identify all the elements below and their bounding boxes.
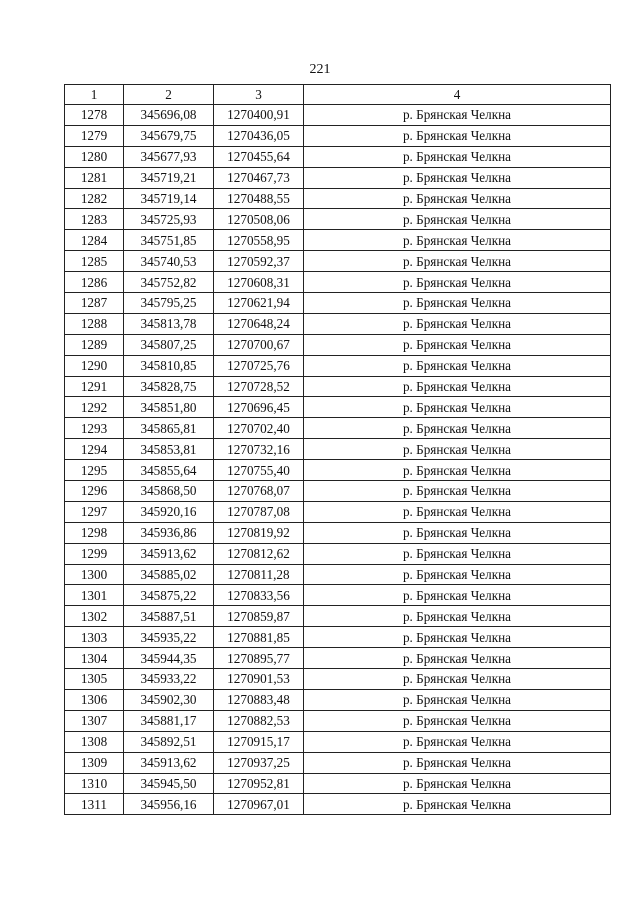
x-coordinate-cell: 345913,62 — [124, 543, 214, 564]
table-row — [65, 376, 611, 397]
description-cell: р. Брянская Челкна — [304, 564, 611, 585]
point-number-cell: 1288 — [65, 313, 124, 334]
y-coordinate-cell: 1270621,94 — [214, 293, 304, 314]
table-row — [65, 689, 611, 710]
table-row — [65, 460, 611, 481]
x-coordinate-cell: 345913,62 — [124, 752, 214, 773]
table-row — [65, 313, 611, 334]
x-coordinate-cell: 345936,86 — [124, 522, 214, 543]
description-cell: р. Брянская Челкна — [304, 230, 611, 251]
description-cell: р. Брянская Челкна — [304, 146, 611, 167]
y-coordinate-cell: 1270455,64 — [214, 146, 304, 167]
description-cell: р. Брянская Челкна — [304, 125, 611, 146]
description-cell: р. Брянская Челкна — [304, 689, 611, 710]
table-row — [65, 439, 611, 460]
table-body — [65, 105, 611, 815]
x-coordinate-cell: 345945,50 — [124, 773, 214, 794]
description-cell: р. Брянская Челкна — [304, 251, 611, 272]
y-coordinate-cell: 1270937,25 — [214, 752, 304, 773]
y-coordinate-cell: 1270400,91 — [214, 105, 304, 126]
x-coordinate-cell: 345740,53 — [124, 251, 214, 272]
table-row — [65, 167, 611, 188]
table-row — [65, 272, 611, 293]
table-row — [65, 543, 611, 564]
point-number-cell: 1285 — [65, 251, 124, 272]
table-row — [65, 251, 611, 272]
point-number-cell: 1298 — [65, 522, 124, 543]
page-number: 221 — [309, 62, 331, 77]
x-coordinate-cell: 345677,93 — [124, 146, 214, 167]
point-number-cell: 1293 — [65, 418, 124, 439]
y-coordinate-cell: 1270882,53 — [214, 710, 304, 731]
description-cell: р. Брянская Челкна — [304, 272, 611, 293]
table-row — [65, 397, 611, 418]
point-number-cell: 1296 — [65, 481, 124, 502]
point-number-cell: 1287 — [65, 293, 124, 314]
point-number-cell: 1302 — [65, 606, 124, 627]
x-coordinate-cell: 345875,22 — [124, 585, 214, 606]
x-coordinate-cell: 345719,14 — [124, 188, 214, 209]
y-coordinate-cell: 1270488,55 — [214, 188, 304, 209]
description-cell: р. Брянская Челкна — [304, 481, 611, 502]
point-number-cell: 1294 — [65, 439, 124, 460]
table-row — [65, 627, 611, 648]
y-coordinate-cell: 1270768,07 — [214, 481, 304, 502]
y-coordinate-cell: 1270700,67 — [214, 334, 304, 355]
table-row — [65, 606, 611, 627]
point-number-cell: 1300 — [65, 564, 124, 585]
description-cell: р. Брянская Челкна — [304, 439, 611, 460]
description-cell: р. Брянская Челкна — [304, 773, 611, 794]
column-header-2: 2 — [124, 85, 214, 105]
table-row — [65, 773, 611, 794]
y-coordinate-cell: 1270725,76 — [214, 355, 304, 376]
point-number-cell: 1308 — [65, 731, 124, 752]
y-coordinate-cell: 1270859,87 — [214, 606, 304, 627]
x-coordinate-cell: 345892,51 — [124, 731, 214, 752]
description-cell: р. Брянская Челкна — [304, 606, 611, 627]
description-cell: р. Брянская Челкна — [304, 648, 611, 669]
table-row — [65, 585, 611, 606]
point-number-cell: 1309 — [65, 752, 124, 773]
point-number-cell: 1283 — [65, 209, 124, 230]
x-coordinate-cell: 345807,25 — [124, 334, 214, 355]
x-coordinate-cell: 345855,64 — [124, 460, 214, 481]
table-row — [65, 710, 611, 731]
table-header-row — [65, 85, 611, 105]
x-coordinate-cell: 345881,17 — [124, 710, 214, 731]
point-number-cell: 1303 — [65, 627, 124, 648]
x-coordinate-cell: 345865,81 — [124, 418, 214, 439]
point-number-cell: 1281 — [65, 167, 124, 188]
y-coordinate-cell: 1270833,56 — [214, 585, 304, 606]
description-cell: р. Брянская Челкна — [304, 669, 611, 690]
y-coordinate-cell: 1270702,40 — [214, 418, 304, 439]
table-row — [65, 794, 611, 815]
table-row — [65, 105, 611, 126]
description-cell: р. Брянская Челкна — [304, 627, 611, 648]
x-coordinate-cell: 345813,78 — [124, 313, 214, 334]
description-cell: р. Брянская Челкна — [304, 397, 611, 418]
description-cell: р. Брянская Челкна — [304, 710, 611, 731]
table-row — [65, 293, 611, 314]
y-coordinate-cell: 1270819,92 — [214, 522, 304, 543]
y-coordinate-cell: 1270732,16 — [214, 439, 304, 460]
y-coordinate-cell: 1270728,52 — [214, 376, 304, 397]
x-coordinate-cell: 345751,85 — [124, 230, 214, 251]
description-cell: р. Брянская Челкна — [304, 355, 611, 376]
description-cell: р. Брянская Челкна — [304, 167, 611, 188]
table-row — [65, 564, 611, 585]
x-coordinate-cell: 345935,22 — [124, 627, 214, 648]
point-number-cell: 1286 — [65, 272, 124, 293]
x-coordinate-cell: 345828,75 — [124, 376, 214, 397]
description-cell: р. Брянская Челкна — [304, 501, 611, 522]
point-number-cell: 1280 — [65, 146, 124, 167]
point-number-cell: 1299 — [65, 543, 124, 564]
table-row — [65, 501, 611, 522]
x-coordinate-cell: 345956,16 — [124, 794, 214, 815]
table-row — [65, 669, 611, 690]
table-row — [65, 209, 611, 230]
description-cell: р. Брянская Челкна — [304, 105, 611, 126]
y-coordinate-cell: 1270915,17 — [214, 731, 304, 752]
x-coordinate-cell: 345887,51 — [124, 606, 214, 627]
point-number-cell: 1291 — [65, 376, 124, 397]
x-coordinate-cell: 345902,30 — [124, 689, 214, 710]
description-cell: р. Брянская Челкна — [304, 794, 611, 815]
description-cell: р. Брянская Челкна — [304, 313, 611, 334]
description-cell: р. Брянская Челкна — [304, 460, 611, 481]
column-header-4: 4 — [304, 85, 611, 105]
table-row — [65, 146, 611, 167]
table-row — [65, 752, 611, 773]
point-number-cell: 1284 — [65, 230, 124, 251]
table-row — [65, 188, 611, 209]
x-coordinate-cell: 345719,21 — [124, 167, 214, 188]
description-cell: р. Брянская Челкна — [304, 209, 611, 230]
description-cell: р. Брянская Челкна — [304, 334, 611, 355]
y-coordinate-cell: 1270648,24 — [214, 313, 304, 334]
point-number-cell: 1279 — [65, 125, 124, 146]
table-row — [65, 522, 611, 543]
y-coordinate-cell: 1270608,31 — [214, 272, 304, 293]
description-cell: р. Брянская Челкна — [304, 188, 611, 209]
table-row — [65, 481, 611, 502]
point-number-cell: 1305 — [65, 669, 124, 690]
point-number-cell: 1278 — [65, 105, 124, 126]
table-row — [65, 648, 611, 669]
description-cell: р. Брянская Челкна — [304, 293, 611, 314]
x-coordinate-cell: 345752,82 — [124, 272, 214, 293]
y-coordinate-cell: 1270467,73 — [214, 167, 304, 188]
point-number-cell: 1292 — [65, 397, 124, 418]
table-row — [65, 334, 611, 355]
column-header-3: 3 — [214, 85, 304, 105]
y-coordinate-cell: 1270811,28 — [214, 564, 304, 585]
point-number-cell: 1295 — [65, 460, 124, 481]
y-coordinate-cell: 1270952,81 — [214, 773, 304, 794]
point-number-cell: 1310 — [65, 773, 124, 794]
y-coordinate-cell: 1270895,77 — [214, 648, 304, 669]
table-row — [65, 731, 611, 752]
y-coordinate-cell: 1270558,95 — [214, 230, 304, 251]
y-coordinate-cell: 1270901,53 — [214, 669, 304, 690]
x-coordinate-cell: 345696,08 — [124, 105, 214, 126]
point-number-cell: 1304 — [65, 648, 124, 669]
y-coordinate-cell: 1270508,06 — [214, 209, 304, 230]
table-row — [65, 418, 611, 439]
point-number-cell: 1307 — [65, 710, 124, 731]
x-coordinate-cell: 345810,85 — [124, 355, 214, 376]
x-coordinate-cell: 345868,50 — [124, 481, 214, 502]
y-coordinate-cell: 1270883,48 — [214, 689, 304, 710]
point-number-cell: 1282 — [65, 188, 124, 209]
x-coordinate-cell: 345944,35 — [124, 648, 214, 669]
table-row — [65, 230, 611, 251]
description-cell: р. Брянская Челкна — [304, 376, 611, 397]
description-cell: р. Брянская Челкна — [304, 731, 611, 752]
x-coordinate-cell: 345725,93 — [124, 209, 214, 230]
y-coordinate-cell: 1270696,45 — [214, 397, 304, 418]
description-cell: р. Брянская Челкна — [304, 522, 611, 543]
point-number-cell: 1289 — [65, 334, 124, 355]
x-coordinate-cell: 345679,75 — [124, 125, 214, 146]
point-number-cell: 1301 — [65, 585, 124, 606]
y-coordinate-cell: 1270592,37 — [214, 251, 304, 272]
x-coordinate-cell: 345795,25 — [124, 293, 214, 314]
x-coordinate-cell: 345933,22 — [124, 669, 214, 690]
coordinates-table — [64, 84, 611, 815]
x-coordinate-cell: 345853,81 — [124, 439, 214, 460]
description-cell: р. Брянская Челкна — [304, 418, 611, 439]
table-row — [65, 125, 611, 146]
y-coordinate-cell: 1270967,01 — [214, 794, 304, 815]
y-coordinate-cell: 1270787,08 — [214, 501, 304, 522]
point-number-cell: 1290 — [65, 355, 124, 376]
description-cell: р. Брянская Челкна — [304, 543, 611, 564]
description-cell: р. Брянская Челкна — [304, 585, 611, 606]
table-row — [65, 355, 611, 376]
y-coordinate-cell: 1270755,40 — [214, 460, 304, 481]
y-coordinate-cell: 1270812,62 — [214, 543, 304, 564]
x-coordinate-cell: 345851,80 — [124, 397, 214, 418]
point-number-cell: 1297 — [65, 501, 124, 522]
y-coordinate-cell: 1270436,05 — [214, 125, 304, 146]
description-cell: р. Брянская Челкна — [304, 752, 611, 773]
y-coordinate-cell: 1270881,85 — [214, 627, 304, 648]
x-coordinate-cell: 345885,02 — [124, 564, 214, 585]
point-number-cell: 1306 — [65, 689, 124, 710]
point-number-cell: 1311 — [65, 794, 124, 815]
x-coordinate-cell: 345920,16 — [124, 501, 214, 522]
column-header-1: 1 — [65, 85, 124, 105]
